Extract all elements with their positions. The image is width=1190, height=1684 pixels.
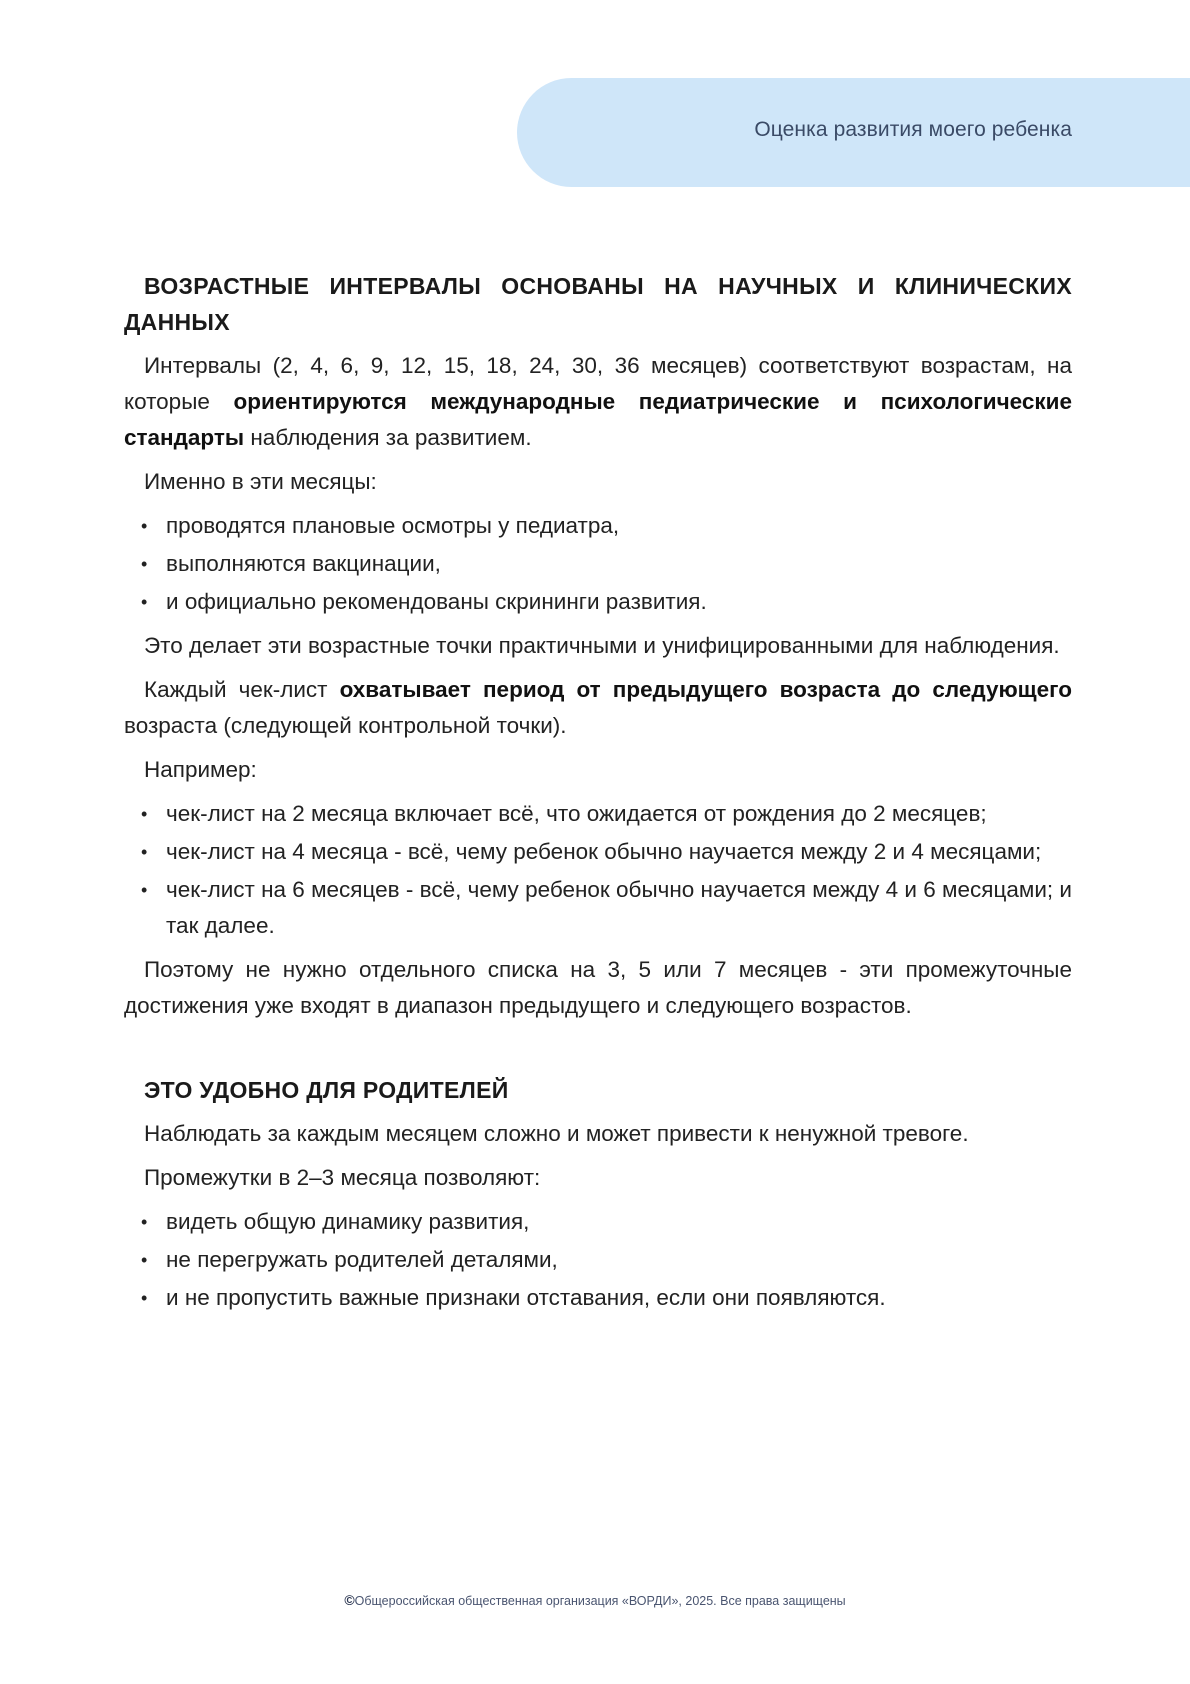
list-item: • чек-лист на 2 месяца включает всё, что ожидается от рождения до 2 месяцев; <box>124 796 1072 832</box>
bullet-icon: • <box>141 842 148 862</box>
bullet-icon: • <box>141 804 148 824</box>
paragraph-checklist-period: Каждый чек-лист охватывает период от предыдущего возраста до следующего возраста (следующей контрольной точки). <box>124 677 1072 738</box>
bullet-icon: • <box>141 1250 148 1270</box>
paragraph-example-intro: Например: <box>144 757 257 782</box>
section-heading-intervals: ВОЗРАСТНЫЕ ИНТЕРВАЛЫ ОСНОВАНЫ НА НАУЧНЫХ И КЛИНИЧЕСКИХ ДАННЫХ <box>124 273 1072 335</box>
bullet-icon: • <box>141 554 148 574</box>
list-checklist-examples <box>124 796 1072 944</box>
copyright-icon: © <box>344 1592 355 1608</box>
list-item: • видеть общую динамику развития, <box>124 1204 1072 1240</box>
list-month-activities <box>124 508 1072 620</box>
list-benefits <box>124 1204 1072 1316</box>
paragraph-intervals: Интервалы (2, 4, 6, 9, 12, 15, 18, 24, 30, 36 месяцев) соответствуют возрастам, на которые ориентируются международные педиатрические и психологические стандарты наблюдения за развитием. <box>124 353 1073 450</box>
list-item: • выполняются вакцинации, <box>124 546 1072 582</box>
bullet-icon: • <box>141 516 148 536</box>
document-title: Оценка развития моего ребенка <box>754 118 1072 141</box>
bullet-icon: • <box>141 1212 148 1232</box>
footer-copyright: ©Общероссийская общественная организация «ВОРДИ», 2025. Все права защищены <box>344 1592 846 1608</box>
list-item: • и официально рекомендованы скрининги развития. <box>124 584 1072 620</box>
section-heading-convenient: ЭТО УДОБНО ДЛЯ РОДИТЕЛЕЙ <box>144 1077 509 1103</box>
paragraph-no-separate-list: Поэтому не нужно отдельного списка на 3, 5 или 7 месяцев - эти промежуточные достижения уже входят в диапазон предыдущего и следующего возрастов. <box>124 957 1072 1018</box>
bullet-icon: • <box>141 880 148 900</box>
paragraph-practical: Это делает эти возрастные точки практичными и унифицированными для наблюдения. <box>144 633 1060 658</box>
list-item: • не перегружать родителей деталями, <box>124 1242 1072 1278</box>
list-item: • и не пропустить важные признаки отставания, если они появляются. <box>124 1280 1072 1316</box>
paragraph-anxiety: Наблюдать за каждым месяцем сложно и может привести к ненужной тревоге. <box>144 1121 969 1146</box>
paragraph-months-intro: Именно в эти месяцы: <box>144 469 377 494</box>
paragraph-intervals-allow: Промежутки в 2–3 месяца позволяют: <box>144 1165 541 1190</box>
bullet-icon: • <box>141 1288 148 1308</box>
section-convenient <box>124 1072 1072 1316</box>
bullet-icon: • <box>141 592 148 612</box>
list-item: • проводятся плановые осмотры у педиатра, <box>124 508 1072 544</box>
page-content <box>124 268 1072 1318</box>
list-item: • чек-лист на 4 месяца - всё, чему ребенок обычно научается между 2 и 4 месяцами; <box>124 834 1072 870</box>
list-item: • чек-лист на 6 месяцев - всё, чему ребенок обычно научается между 4 и 6 месяцами; и так далее. <box>124 872 1072 944</box>
